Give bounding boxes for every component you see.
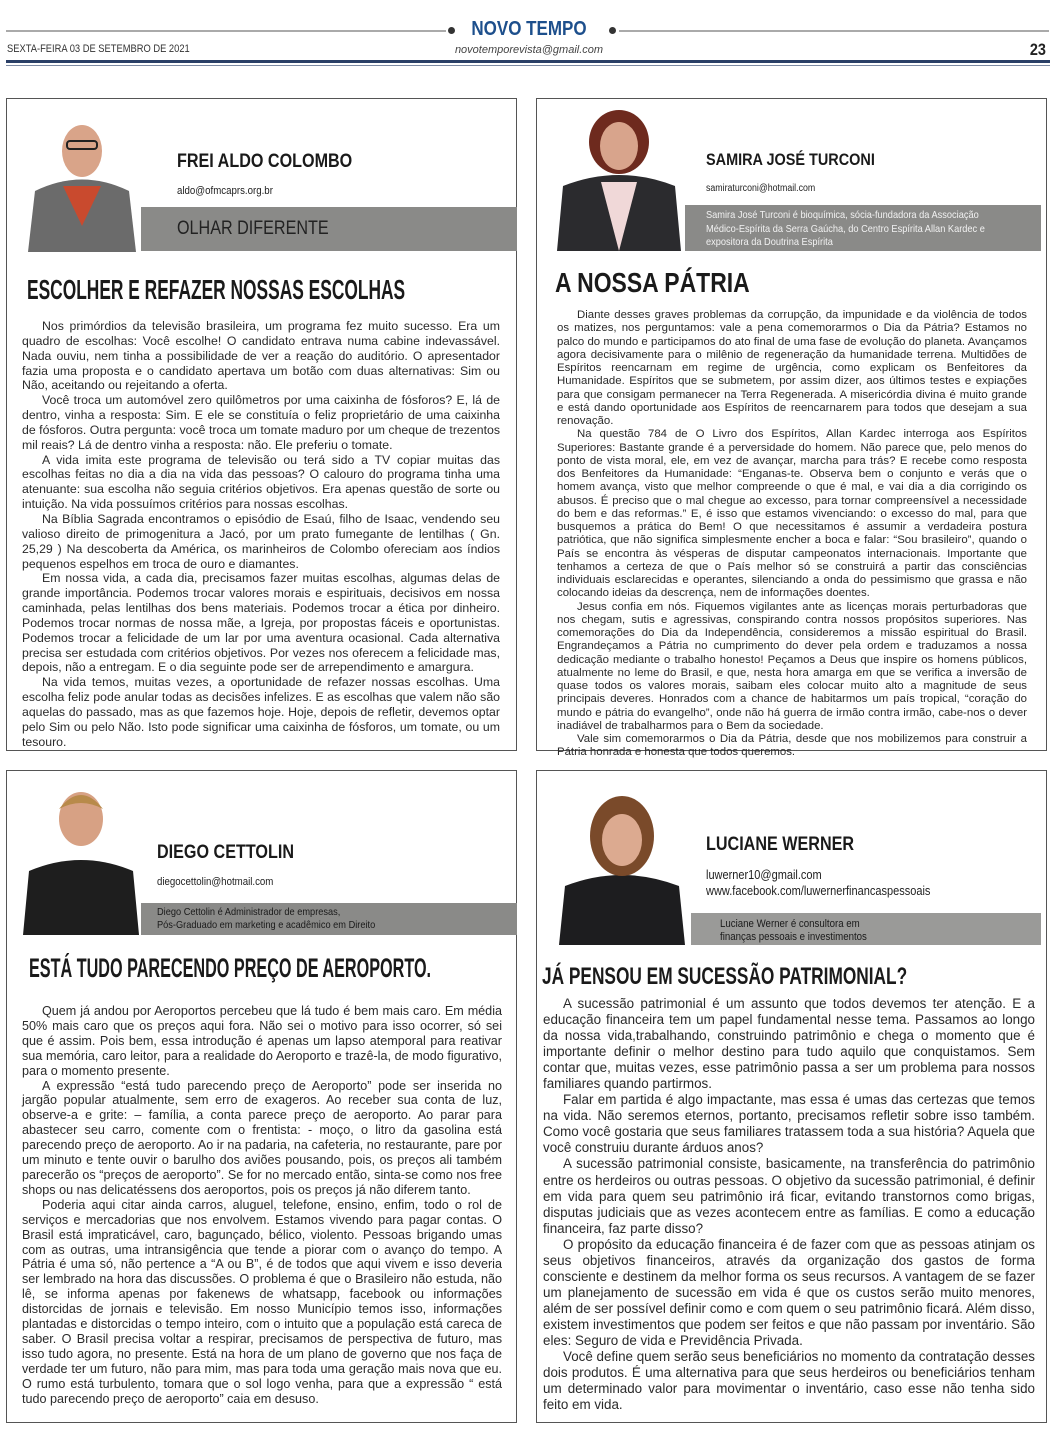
author-bio bbox=[157, 906, 375, 932]
paragraph: Na vida temos, muitas vezes, a oportunidade de refazer nossas escolhas. Uma escolha feliz pode anular todas as decisões infelizes. E as escolhas que valem não são aquelas do passado, mas as que fazemos hoje. Hoje, depois de refletir, devemos optar pelo Sim ou pelo Não. Isto pode significar uma caixinha de fósforos, um tomate, ou um tesouro. bbox=[22, 675, 500, 749]
bio-line: Samira José Turconi é bioquímica, sócia-fundadora da Associação bbox=[706, 209, 979, 221]
header-divider bbox=[6, 60, 1050, 63]
paragraph: Vale sim comemorarmos o Dia da Pátria, desde que nos mobilizemos para construir a Pátria honrada e honesta que todos queremos. bbox=[557, 733, 1027, 759]
paragraph: Falar em partida é algo impactante, mas essa é umas das certezas que temos na vida. Não seremos eternos, portanto, precisamos refletir sobre isso também. Como você gostaria que seus familiares tratassem toda a sua história? Aquela que você construiu durante árduos anos? bbox=[543, 1092, 1036, 1156]
article-body bbox=[543, 996, 1035, 1413]
paragraph: A sucessão patrimonial consiste, basicamente, na transferência do patrimônio entre os herdeiros ou outras pessoas. O objetivo da sucessão patrimonial, é definir em vida para quem seu patrimônio irá ficar, evitando transtornos como brigas, disputas judiciais que as vezes acontecem entre as famílias. E como a educação financeira, faz parte disso? bbox=[543, 1156, 1036, 1236]
paragraph: Você define quem serão seus beneficiários no momento da contratação desses dois produtos. É uma alternativa para que seus herdeiros ou beneficiários tenham um determinado valor para movimentar o inventário, caso esse não tenha sido feito em vida. bbox=[543, 1349, 1035, 1413]
author-email[interactable]: luwerner10@gmail.com bbox=[706, 868, 822, 882]
author-photo bbox=[21, 779, 141, 935]
page-number: 23 bbox=[1029, 40, 1046, 59]
author-name: DIEGO CETTOLIN bbox=[157, 842, 294, 863]
author-name: LUCIANE WERNER bbox=[706, 834, 855, 855]
author-photo bbox=[23, 106, 141, 252]
bio-line: Médico-Espírita da Serra Gaúcha, do Centro Espírita Allan Kardec e bbox=[706, 222, 985, 235]
author-email[interactable]: aldo@ofmcaprs.org.br bbox=[177, 185, 273, 197]
publication-email[interactable]: novotemporevista@gmail.com bbox=[454, 44, 604, 56]
header-divider-thin bbox=[6, 65, 1050, 66]
paragraph: Quem já andou por Aeroportos percebeu que lá tudo é bem mais caro. Em média 50% mais caro que os preços aqui fora. Não sei o motivo para isso ocorrer, só sei que é assim. Pois bem, essa introdução é apenas um lapso atemporal para reativar sua memória, caro leitor, para a realidade do Aeroporto e trazê-la, de modo figurativo, para o momento presente. bbox=[22, 1004, 502, 1078]
author-facebook-link[interactable]: www.facebook.com/luwernerfinancaspessoais bbox=[706, 884, 931, 898]
paragraph: A expressão “está tudo parecendo preço de Aeroporto” pode ser inserida no jargão popular atualmente, sem erro de exageros. Ao receber sua conta de luz, observe-a e grite: – família, a conta parece preço de aeroporto. Ao parar para abastecer seu carro, comente com o frentista: - moço, o litro da gasolina está parecendo preço de aeroporto. Ao ir na padaria, na cafeteria, no restaurante, pare por um minuto e tente ouvir o barulho dos aviões pousando, pois, os preços ali também parecerão os “preços de aeroporto”. Se for no mercado então, sinta-se como nos free shops ou nas delicatéssens dos aeroportos, pois os preços já não diferem tanto. bbox=[22, 1078, 502, 1197]
author-name: SAMIRA JOSÉ TURCONI bbox=[706, 150, 875, 169]
bio-line: Luciane Werner é consultora em bbox=[720, 918, 860, 930]
column-name: OLHAR DIFERENTE bbox=[177, 218, 329, 239]
author-email[interactable]: samiraturconi@hotmail.com bbox=[706, 183, 816, 194]
article-title: JÁ PENSOU EM SUCESSÃO PATRIMONIAL? bbox=[542, 963, 908, 990]
paragraph: Poderia aqui citar ainda carros, aluguel, telefone, ensino, enfim, todo o rol de serviços e mercadorias que nos envolvem. Estamos vivendo para pagar contas. O Brasil está impraticável, caro, bagunçado, bélico, violento. Pessoas brigando umas com as outras, uma intransigência que tende a piorar com o avanço do tempo. A Pátria é uma só, não pertence a “A ou B”, é de todos que aqui vivem e isso deveria ser lembrado na hora das discussões. O problema é que o Brasileiro não estuda, não lê, se informa apenas por fakenews de whatsapp, facebook ou informações distorcidas de jornais e televisão. Em nosso Município temos isso, informações plantadas e distorcidas o tempo inteiro, com o intuito que a população está careca de saber. O Brasil precisa voltar a respirar, precisamos de perspectiva de futuro, mas isso tudo agora, no presente. Está na hora de um plano de governo que nos faça de verdade ter um futuro, não para mim, mas para toda uma geração mais nova que eu. O rumo está turbulento, tomara que o sol logo venha, para que a expressão “ está tudo parecendo preço de aeroporto” caia em desuso. bbox=[22, 1197, 502, 1406]
author-name: FREI ALDO COLOMBO bbox=[177, 151, 353, 172]
paragraph: Você troca um automóvel zero quilômetros por uma caixinha de fósforos? E, lá de dentro, vinha a resposta: Sim. E ele se constituía o feliz proprietário de uma caixinha de fósforos. Outra pergunta: você troca um tomate maduro por um cheque de trezentos mil reais? Lá de dentro vinha a resposta: não. Ele preferiu o tomate. bbox=[22, 393, 500, 452]
author-photo bbox=[553, 788, 691, 945]
paragraph: A sucessão patrimonial é um assunto que todos devemos ter atenção. E a educação financeira tem um papel fundamental nesse tema. Passamos ao longo da nossa vida,trabalhando, construindo patrimônio e chega o momento que é importante definir o melhor destino para tudo aquilo que conquistamos. Sem contar que, muitas vezes, esse patrimônio passa a ser um problema para nossos familiares quando partirmos. bbox=[543, 996, 1035, 1092]
article-title: ESCOLHER E REFAZER NOSSAS ESCOLHAS bbox=[27, 274, 406, 305]
author-bio bbox=[706, 209, 985, 250]
article-olhar-diferente bbox=[6, 98, 517, 751]
article-sucessao-patrimonial bbox=[536, 770, 1047, 1423]
paragraph: Na questão 784 de O Livro dos Espíritos, Allan Kardec interroga aos Espíritos Superiores: Bastante grande é a perversidade do homem. Não parece que, pelo menos do ponto de vista moral, ele, em vez de avançar, marcha para trás? E recebe como resposta dos Benfeitores da Humanidade: “Enganas-te. Observa bem o conjunto e verás que o homem avança, visto que melhor compreende o que é mal, e vai dia a dia corrigindo os abusos. É preciso que o mal chegue ao excesso, para tornar compreensível a necessidade do bem e das reformas.” E, é isso que estamos vivenciando: o excesso do mal, para que busquemos a prática do Bem! O que necessitamos é assumir a verdadeira postura patriótica, que não significa simplesmente encher a boca e falar: “Sou brasileiro”, quando o País se encontra às vésperas de disputar campeonatos internacionais. Importante que tenhamos a certeza de que o País melhor só se construirá a partir das consciências individuais esclarecidas e operantes, silenciando a onda do pessimismo que grassa e não colocando ideias da descrença, nem de informações doentes. bbox=[557, 428, 1027, 600]
bio-line: finanças pessoais e investimentos bbox=[720, 931, 867, 943]
paragraph: Em nossa vida, a cada dia, precisamos fazer muitas escolhas, algumas delas de grande importância. Podemos trocar valores morais e espirituais, decisivos em nossa caminhada, pelas lentilhas dos bens materiais. Podemos trocar a ética por dinheiro. Podemos trocar normas de nossa mãe, a Igreja, por propostas fáceis e oportunistas. Podemos trocar a felicidade de um lar por uma aventura ocasional. Cada alternativa precisa ser estudada com critérios objetivos. Por vezes nos oferecem a felicidade mas, depois, não a entregam. E o dia seguinte pode ser de arrependimento e amargura. bbox=[22, 571, 500, 675]
article-preco-aeroporto bbox=[6, 770, 517, 1423]
paragraph: O propósito da educação financeira é de fazer com que as pessoas atinjam os seus objetivos financeiros, através da organização dos gastos de forma consciente e destinem da melhor forma os seus recursos. A vantagem de se fazer um planejamento de sucessão em vida é que os custos serão muito menores, além de ser possível definir como e com quem o seu patrimônio ficará. Além disso, existem investimentos que podem ser feitos e que não passam por inventário. São eles: Seguro de vida e Previdência Privada. bbox=[543, 1236, 1035, 1348]
issue-date: SEXTA-FEIRA 03 DE SETEMBRO DE 2021 bbox=[7, 43, 190, 55]
paragraph: Nos primórdios da televisão brasileira, um programa fez muito sucesso. Era um quadro de escolhas: Você escolhe! O candidato entrava numa cabine indevassável. Nada ouviu, nem tinha a possibilidade de ver a reação do auditório. O apresentador fazia uma proposta e o candidato apertava um botão com duas alternativas: Sim ou Não, aceitando ou rejeitando a oferta. bbox=[22, 319, 500, 393]
paragraph: A vida imita este programa de televisão ou terá sido a TV copiar muitas das escolhas feitas no dia a dia na vida das pessoas? O calouro do programa tinha uma atenuante: sua escolha não seguia critérios objetivos. Era apenas questão de sorte ou intuição. Na vida possuímos critérios para nossas escolhas. bbox=[22, 452, 500, 512]
paragraph: Jesus confia em nós. Fiquemos vigilantes ante as licenças morais perturbadoras que nos chegam, sutis e agressivas, conspirando contra nossos propósitos superiores. Nas comemorações do Dia da Independência, consideremos a missão espiritual do Brasil. Engrandeçamos a Pátria no cumprimento do dever pela ordem e traduzamos a nossa dedicação mediante o trabalho honesto! Peçamos a Deus que inspire os homens públicos, atualmente no leme do Brasil, e que, nesta hora amarga em que se verifica a inversão de quase todos os valores morais, saibam eles colocar muito alto a magnitude de seus principais deveres. Honrados com a chance de habitarmos um país tropical, “coração do mundo e pátria do evangelho”, onde não há guerra de irmão contra irmão, cabe-nos o dever inadiável de trabalharmos para o Bem da sociedade. bbox=[557, 600, 1027, 732]
bio-line: expositora da Doutrina Espírita bbox=[706, 236, 833, 248]
article-nossa-patria bbox=[536, 98, 1047, 759]
article-body bbox=[557, 309, 1027, 760]
paragraph: Diante desses graves problemas da corrupção, da impunidade e da violência de todos os matizes, nos perguntamos: vale a pena comemorarmos o Dia da Pátria? Estamos no palco do mundo e participamos do ato final de uma fase de evolução do planeta. Avançamos agora decisivamente para o milênio de regeneração da humanidade terrena. Multidões de Espíritos reencarnam em regime de urgência, como explicam os Benfeitores da Humanidade. Espíritos que se submetem, por assim dizer, aos últimos testes e expiações para que consigam permanecer na Terra Regenerada. A misericórdia divina é muito grande e está dando oportunidade aos Espíritos de reencarnarem para todos que desejam a sua renovação. bbox=[557, 309, 1027, 427]
article-body bbox=[22, 1004, 502, 1406]
article-title: A NOSSA PÁTRIA bbox=[555, 267, 750, 298]
masthead: NOVO TEMPO bbox=[471, 18, 587, 40]
article-title: ESTÁ TUDO PARECENDO PREÇO DE AEROPORTO. bbox=[29, 953, 432, 983]
author-email[interactable]: diegocettolin@hotmail.com bbox=[157, 876, 274, 888]
bio-line: Pós-Graduado em marketing e acadêmico em Direito bbox=[157, 919, 376, 931]
bio-line: Diego Cettolin é Administrador de empresas, bbox=[157, 906, 341, 918]
author-photo bbox=[553, 104, 685, 251]
paragraph: Na Bíblia Sagrada encontramos o episódio de Esaú, filho de Isaac, vendendo seu valioso direito de primogenitura a Jacó, por um prato fumegante de lentilhas ( Gn. 25,29 ) Na descoberta da América, os marinheiros de Colombo ofereciam aos índios pequenos espelhos em troca de ouro e diamantes. bbox=[22, 511, 500, 571]
author-bio bbox=[720, 918, 867, 944]
article-body bbox=[22, 319, 500, 749]
